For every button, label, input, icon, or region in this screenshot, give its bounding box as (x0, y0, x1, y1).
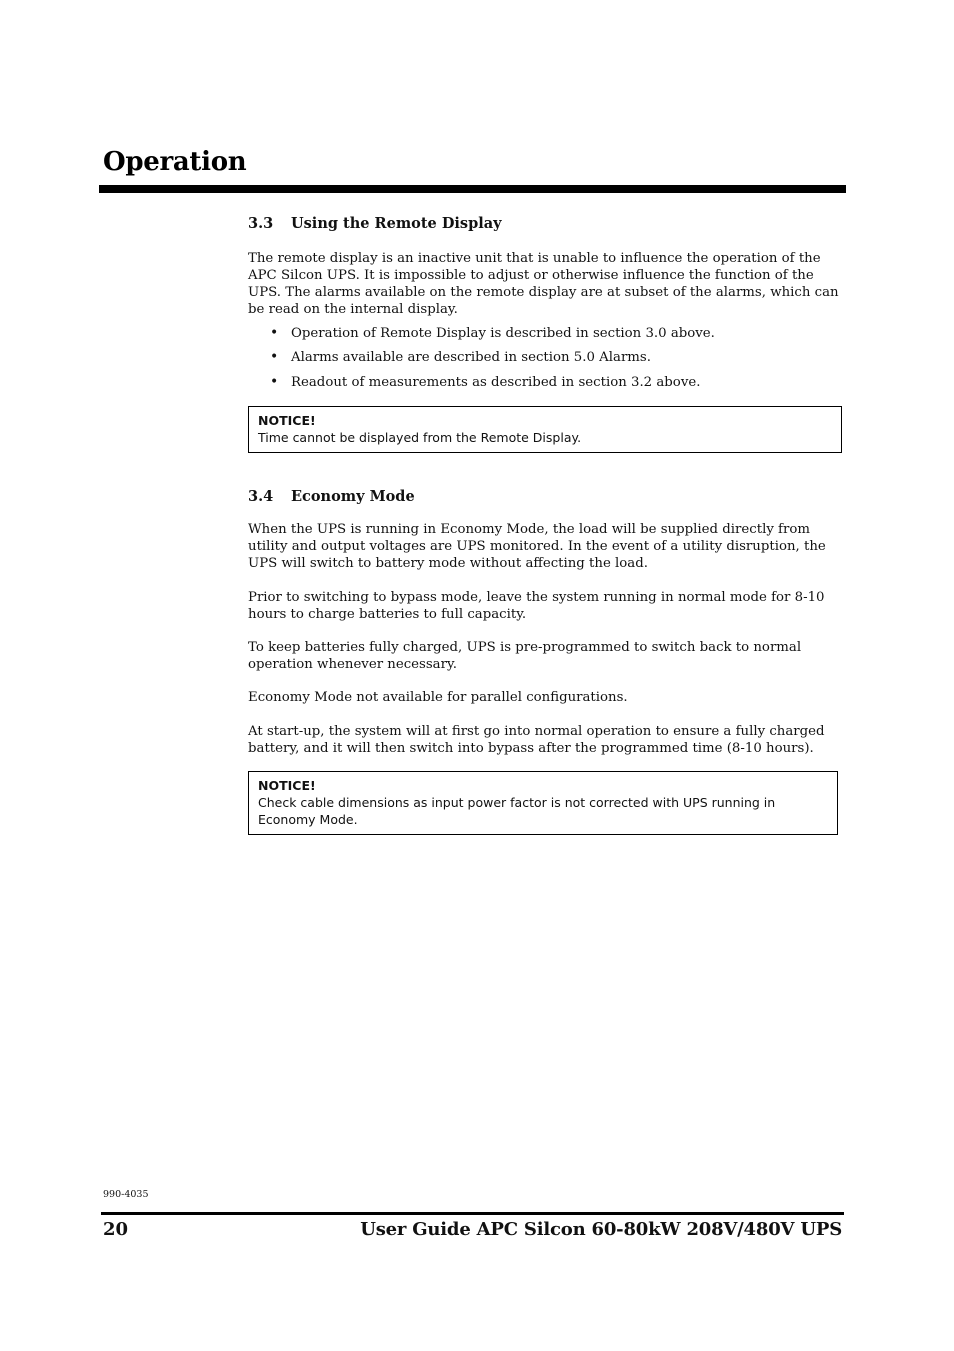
paragraph: When the UPS is running in Economy Mode, the load will be supplied directly from utility and output voltages are UPS monitored. In the event of a utility disruption, the UPS will switch to battery mode without affecting the load. (248, 522, 826, 571)
section-heading-remote-display (248, 214, 842, 234)
footer-rule (101, 1212, 844, 1215)
notice-text: Check cable dimensions as input power factor is not corrected with UPS running in Economy Mode. (258, 795, 776, 827)
page-content (248, 214, 842, 835)
paragraph: Economy Mode not available for parallel configurations. (248, 690, 628, 705)
section-number: 3.3 (248, 215, 274, 232)
notice-text: Time cannot be displayed from the Remote Display. (258, 430, 582, 445)
bullet-list (248, 325, 842, 391)
section-number: 3.4 (248, 488, 274, 505)
page-number: 20 (103, 1219, 129, 1240)
paragraph: Prior to switching to bypass mode, leave the system running in normal mode for 8-10 hours to charge batteries to full capacity. (248, 590, 825, 622)
bullet-item: • Operation of Remote Display is described in section 3.0 above. (248, 325, 842, 342)
bullet-item: • Readout of measurements as described in section 3.2 above. (248, 374, 842, 391)
notice-box (248, 771, 838, 835)
bullet-item: • Alarms available are described in section 5.0 Alarms. (248, 349, 842, 366)
notice-title: NOTICE! (258, 413, 316, 428)
footer-guide-title: User Guide APC Silcon 60-80kW 208V/480V UPS (360, 1219, 842, 1240)
section-title: Economy Mode (291, 488, 415, 505)
paragraph: To keep batteries fully charged, UPS is pre-programmed to switch back to normal operation whenever necessary. (248, 640, 802, 672)
chapter-title: Operation (103, 147, 247, 177)
section-title: Using the Remote Display (291, 215, 502, 232)
section-heading-economy-mode (248, 487, 842, 507)
paragraph: At start-up, the system will at first go into normal operation to ensure a fully charged battery, and it will then switch into bypass after the programmed time (8-10 hours). (248, 724, 825, 756)
header-rule (99, 185, 846, 193)
notice-box (248, 406, 842, 453)
notice-title: NOTICE! (258, 778, 316, 793)
paragraph: The remote display is an inactive unit that is unable to influence the operation of the APC Silcon UPS. It is impossible to adjust or otherwise influence the function of the UPS. The alarms available on the remote display are at subset of the alarms, which can be read on the internal display. (248, 251, 839, 317)
document-code: 990-4035 (103, 1189, 149, 1200)
